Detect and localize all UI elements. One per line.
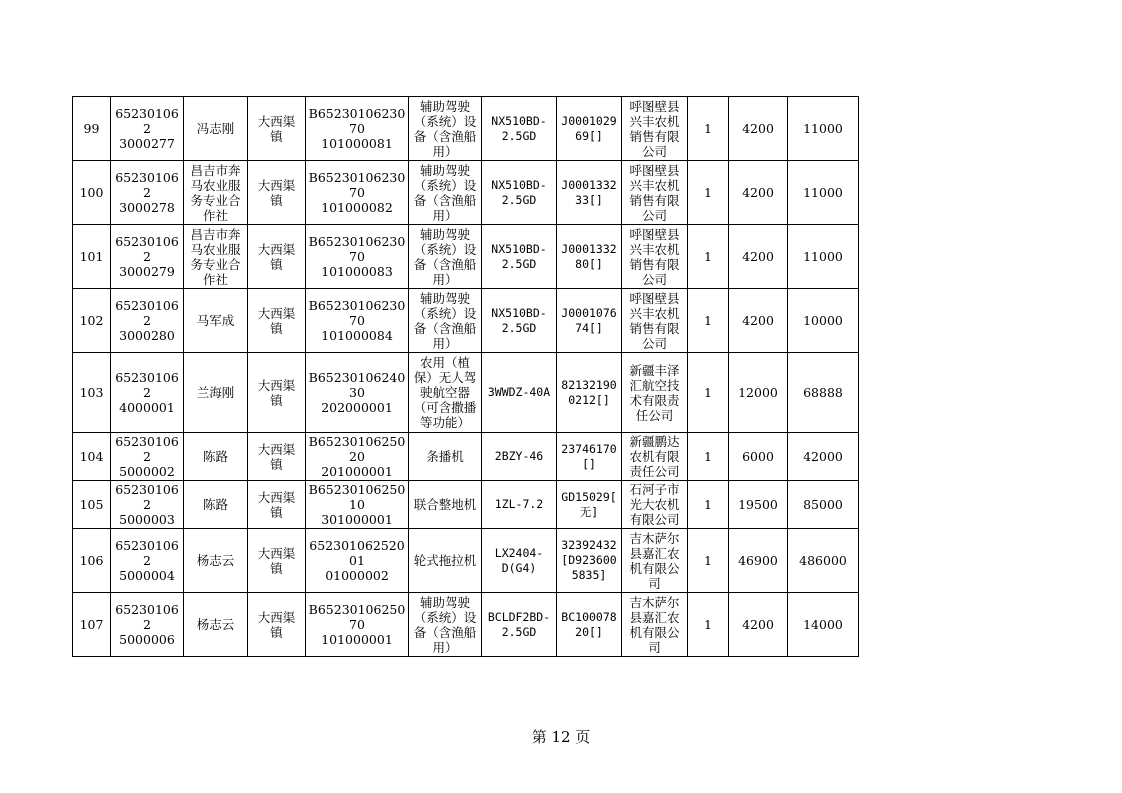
- cell-qty: 1: [688, 289, 729, 353]
- cell-buyer: 陈路: [184, 433, 248, 481]
- cell-id: 652301062 5000003: [111, 481, 184, 529]
- table-body: [73, 97, 859, 657]
- cell-subsidy: 4200: [729, 289, 788, 353]
- cell-price: 11000: [788, 161, 859, 225]
- cell-dealer: 呼图壁县 兴丰农机 销售有限 公司: [622, 161, 688, 225]
- cell-serial: J0001332 80[]: [557, 225, 622, 289]
- cell-dealer: 呼图壁县 兴丰农机 销售有限 公司: [622, 289, 688, 353]
- cell-seq: 102: [73, 289, 111, 353]
- cell-category: 农用（植 保）无人驾 驶航空器 （可含撒播 等功能）: [409, 353, 482, 433]
- cell-dealer: 吉木萨尔 县嘉汇农 机有限公 司: [622, 593, 688, 657]
- cell-dealer: 新疆鹏达 农机有限 责任公司: [622, 433, 688, 481]
- cell-seq: 103: [73, 353, 111, 433]
- cell-seq: 99: [73, 97, 111, 161]
- cell-serial: 32392432 [D923600 5835]: [557, 529, 622, 593]
- cell-buyer: 杨志云: [184, 593, 248, 657]
- cell-serial: 82132190 0212[]: [557, 353, 622, 433]
- cell-seq: 104: [73, 433, 111, 481]
- cell-category: 辅助驾驶 （系统）设 备（含渔船 用）: [409, 289, 482, 353]
- cell-model: LX2404- D(G4): [482, 529, 557, 593]
- cell-town: 大西渠 镇: [248, 97, 306, 161]
- cell-id: 652301062 3000279: [111, 225, 184, 289]
- cell-id: 652301062 5000002: [111, 433, 184, 481]
- cell-subsidy: 12000: [729, 353, 788, 433]
- cell-qty: 1: [688, 97, 729, 161]
- cell-town: 大西渠 镇: [248, 593, 306, 657]
- cell-model: NX510BD- 2.5GD: [482, 161, 557, 225]
- cell-dealer: 吉木萨尔 县嘉汇农 机有限公 司: [622, 529, 688, 593]
- cell-price: 14000: [788, 593, 859, 657]
- cell-seq: 106: [73, 529, 111, 593]
- cell-subsidy: 4200: [729, 97, 788, 161]
- cell-price: 11000: [788, 97, 859, 161]
- cell-town: 大西渠 镇: [248, 161, 306, 225]
- cell-subsidy: 46900: [729, 529, 788, 593]
- cell-factory-no: B6523010623070 101000082: [306, 161, 409, 225]
- cell-dealer: 呼图壁县 兴丰农机 销售有限 公司: [622, 225, 688, 289]
- cell-qty: 1: [688, 529, 729, 593]
- cell-factory-no: B6523010623070 101000083: [306, 225, 409, 289]
- cell-factory-no: B6523010623070 101000081: [306, 97, 409, 161]
- cell-price: 11000: [788, 225, 859, 289]
- cell-category: 辅助驾驶 （系统）设 备（含渔船 用）: [409, 225, 482, 289]
- cell-price: 10000: [788, 289, 859, 353]
- cell-seq: 107: [73, 593, 111, 657]
- table-row: [73, 529, 859, 593]
- table-row: [73, 161, 859, 225]
- cell-buyer: 杨志云: [184, 529, 248, 593]
- table-row: [73, 289, 859, 353]
- cell-dealer: 呼图壁县 兴丰农机 销售有限 公司: [622, 97, 688, 161]
- cell-id: 652301062 3000280: [111, 289, 184, 353]
- cell-town: 大西渠 镇: [248, 481, 306, 529]
- cell-qty: 1: [688, 225, 729, 289]
- cell-serial: J0001332 33[]: [557, 161, 622, 225]
- table-row: [73, 433, 859, 481]
- cell-seq: 105: [73, 481, 111, 529]
- cell-model: NX510BD- 2.5GD: [482, 97, 557, 161]
- cell-factory-no: B6523010623070 101000084: [306, 289, 409, 353]
- cell-buyer: 马军成: [184, 289, 248, 353]
- cell-buyer: 陈路: [184, 481, 248, 529]
- cell-qty: 1: [688, 353, 729, 433]
- cell-town: 大西渠 镇: [248, 433, 306, 481]
- cell-subsidy: 6000: [729, 433, 788, 481]
- cell-factory-no: B6523010624030 202000001: [306, 353, 409, 433]
- cell-price: 85000: [788, 481, 859, 529]
- cell-serial: J0001029 69[]: [557, 97, 622, 161]
- cell-subsidy: 4200: [729, 593, 788, 657]
- records-table: [72, 96, 859, 657]
- cell-buyer: 昌吉市奔 马农业服 务专业合 作社: [184, 161, 248, 225]
- cell-subsidy: 4200: [729, 225, 788, 289]
- cell-serial: GD15029[ 无]: [557, 481, 622, 529]
- cell-qty: 1: [688, 161, 729, 225]
- cell-price: 68888: [788, 353, 859, 433]
- table-row: [73, 353, 859, 433]
- cell-price: 486000: [788, 529, 859, 593]
- cell-id: 652301062 5000006: [111, 593, 184, 657]
- cell-qty: 1: [688, 481, 729, 529]
- cell-factory-no: B6523010625010 301000001: [306, 481, 409, 529]
- cell-serial: BC100078 20[]: [557, 593, 622, 657]
- cell-subsidy: 19500: [729, 481, 788, 529]
- cell-town: 大西渠 镇: [248, 353, 306, 433]
- cell-price: 42000: [788, 433, 859, 481]
- cell-serial: 23746170 []: [557, 433, 622, 481]
- cell-id: 652301062 4000001: [111, 353, 184, 433]
- cell-seq: 101: [73, 225, 111, 289]
- cell-category: 轮式拖拉机: [409, 529, 482, 593]
- cell-qty: 1: [688, 433, 729, 481]
- table-row: [73, 225, 859, 289]
- cell-id: 652301062 3000278: [111, 161, 184, 225]
- cell-category: 联合整地机: [409, 481, 482, 529]
- cell-model: 1ZL-7.2: [482, 481, 557, 529]
- cell-factory-no: 65230106252001 01000002: [306, 529, 409, 593]
- cell-town: 大西渠 镇: [248, 225, 306, 289]
- table-row: [73, 593, 859, 657]
- cell-category: 辅助驾驶 （系统）设 备（含渔船 用）: [409, 97, 482, 161]
- cell-model: 2BZY-46: [482, 433, 557, 481]
- cell-model: 3WWDZ-40A: [482, 353, 557, 433]
- cell-category: 辅助驾驶 （系统）设 备（含渔船 用）: [409, 161, 482, 225]
- cell-qty: 1: [688, 593, 729, 657]
- cell-category: 辅助驾驶 （系统）设 备（含渔船 用）: [409, 593, 482, 657]
- cell-model: NX510BD- 2.5GD: [482, 289, 557, 353]
- cell-town: 大西渠 镇: [248, 289, 306, 353]
- cell-buyer: 冯志刚: [184, 97, 248, 161]
- cell-dealer: 石河子市 光大农机 有限公司: [622, 481, 688, 529]
- cell-buyer: 兰海刚: [184, 353, 248, 433]
- cell-buyer: 昌吉市奔 马农业服 务专业合 作社: [184, 225, 248, 289]
- cell-id: 652301062 3000277: [111, 97, 184, 161]
- cell-category: 条播机: [409, 433, 482, 481]
- cell-subsidy: 4200: [729, 161, 788, 225]
- cell-model: BCLDF2BD- 2.5GD: [482, 593, 557, 657]
- cell-dealer: 新疆丰泽 汇航空技 术有限责 任公司: [622, 353, 688, 433]
- table-row: [73, 97, 859, 161]
- cell-seq: 100: [73, 161, 111, 225]
- cell-factory-no: B6523010625070 101000001: [306, 593, 409, 657]
- cell-factory-no: B6523010625020 201000001: [306, 433, 409, 481]
- cell-model: NX510BD- 2.5GD: [482, 225, 557, 289]
- table-row: [73, 481, 859, 529]
- cell-town: 大西渠 镇: [248, 529, 306, 593]
- page-number: 第 12 页: [531, 728, 591, 746]
- cell-id: 652301062 5000004: [111, 529, 184, 593]
- cell-serial: J0001076 74[]: [557, 289, 622, 353]
